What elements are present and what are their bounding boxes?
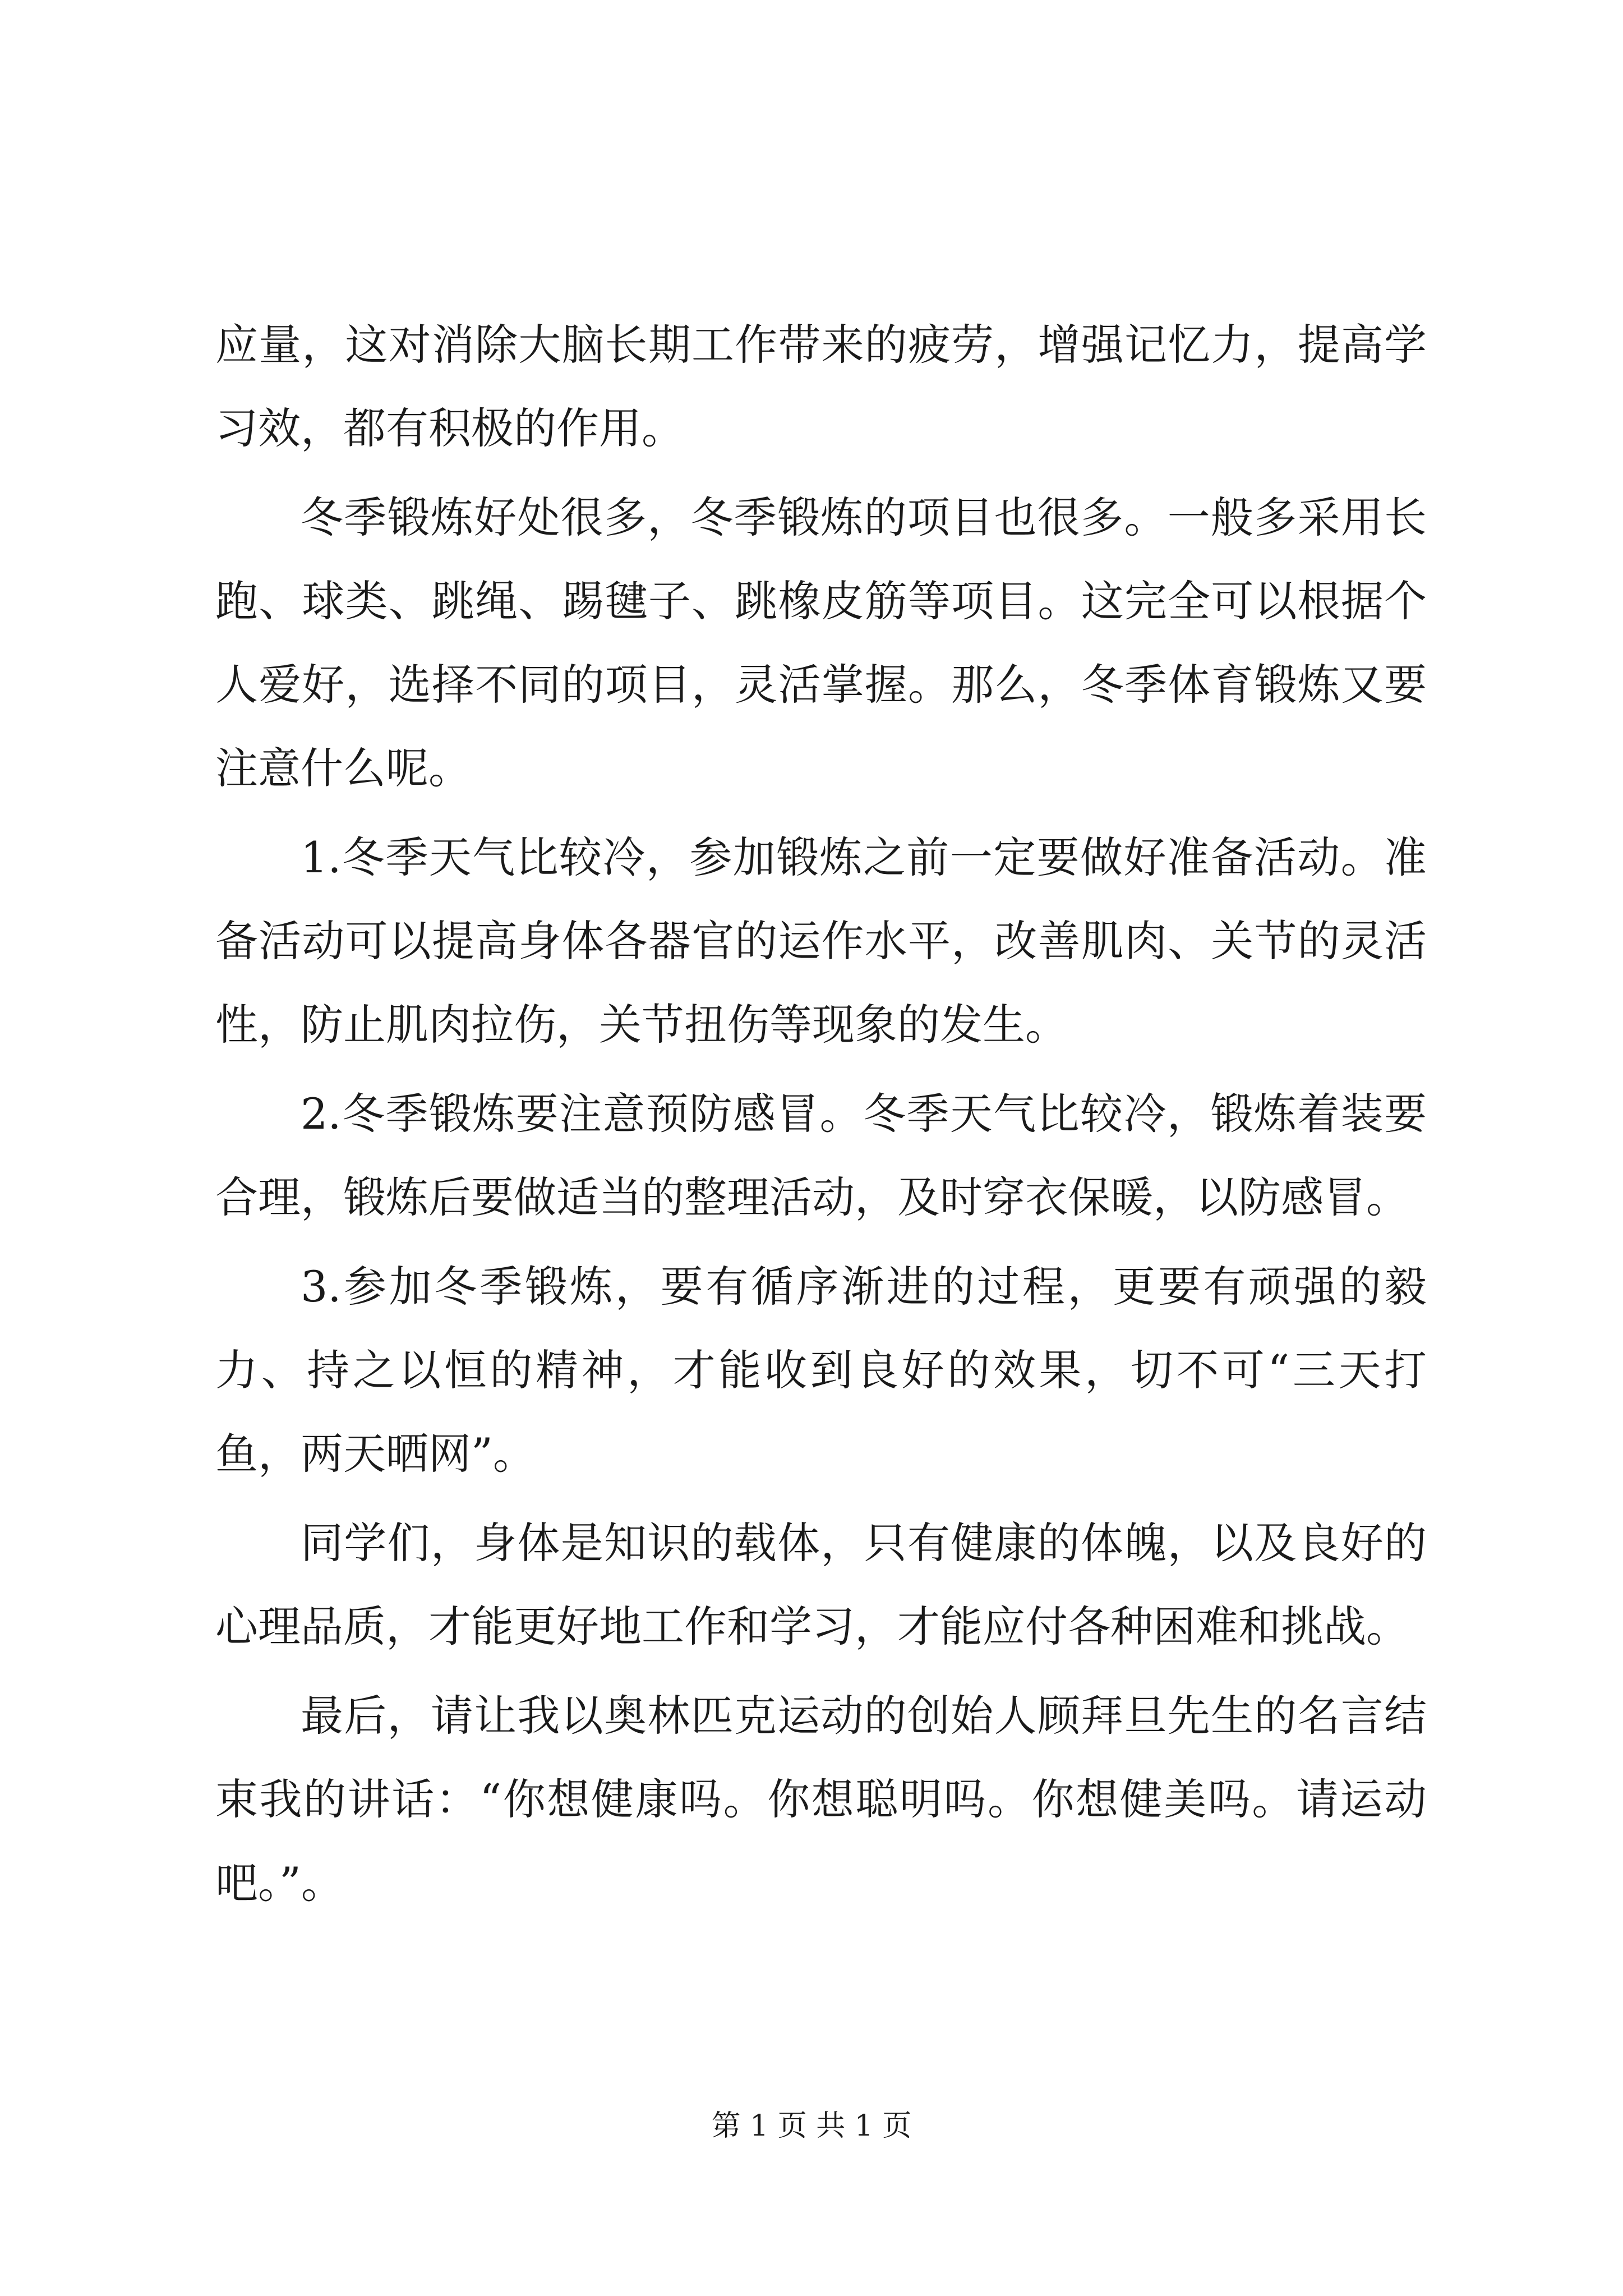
paragraph-1: 应量，这对消除大脑长期工作带来的疲劳，增强记忆力，提高学习效，都有积极的作用。 (215, 320, 1427, 453)
paragraph-5: 3.参加冬季锻炼，要有循序渐进的过程，更要有顽强的毅力、持之以恒的精神，才能收到良好的效果，切不可“三天打鱼，两天晒网”。 (215, 1262, 1427, 1479)
paragraph-2: 冬季锻炼好处很多，冬季锻炼的项目也很多。一般多采用长跑、球类、跳绳、踢毽子、跳橡皮筋等项目。这完全可以根据个人爱好，选择不同的项目，灵活掌握。那么，冬季体育锻炼又要注意什么呢。 (215, 493, 1427, 793)
paragraph-4: 2.冬季锻炼要注意预防感冒。冬季天气比较冷，锻炼着装要合理，锻炼后要做适当的整理活动，及时穿衣保暖，以防感冒。 (215, 1089, 1427, 1222)
page-footer: 第 1 页 共 1 页 (711, 2109, 912, 2143)
paragraph-6: 同学们，身体是知识的载体，只有健康的体魄，以及良好的心理品质，才能更好地工作和学习，才能应付各种困难和挑战。 (215, 1518, 1427, 1651)
document-body (215, 303, 1427, 1930)
paragraph-3: 1.冬季天气比较冷，参加锻炼之前一定要做好准备活动。准备活动可以提高身体各器官的运作水平，改善肌肉、关节的灵活性，防止肌肉拉伤，关节扭伤等现象的发生。 (215, 832, 1427, 1050)
paragraph-7: 最后，请让我以奥林匹克运动的创始人顾拜旦先生的名言结束我的讲话：“你想健康吗。你想聪明吗。你想健美吗。请运动吧。”。 (215, 1691, 1427, 1908)
